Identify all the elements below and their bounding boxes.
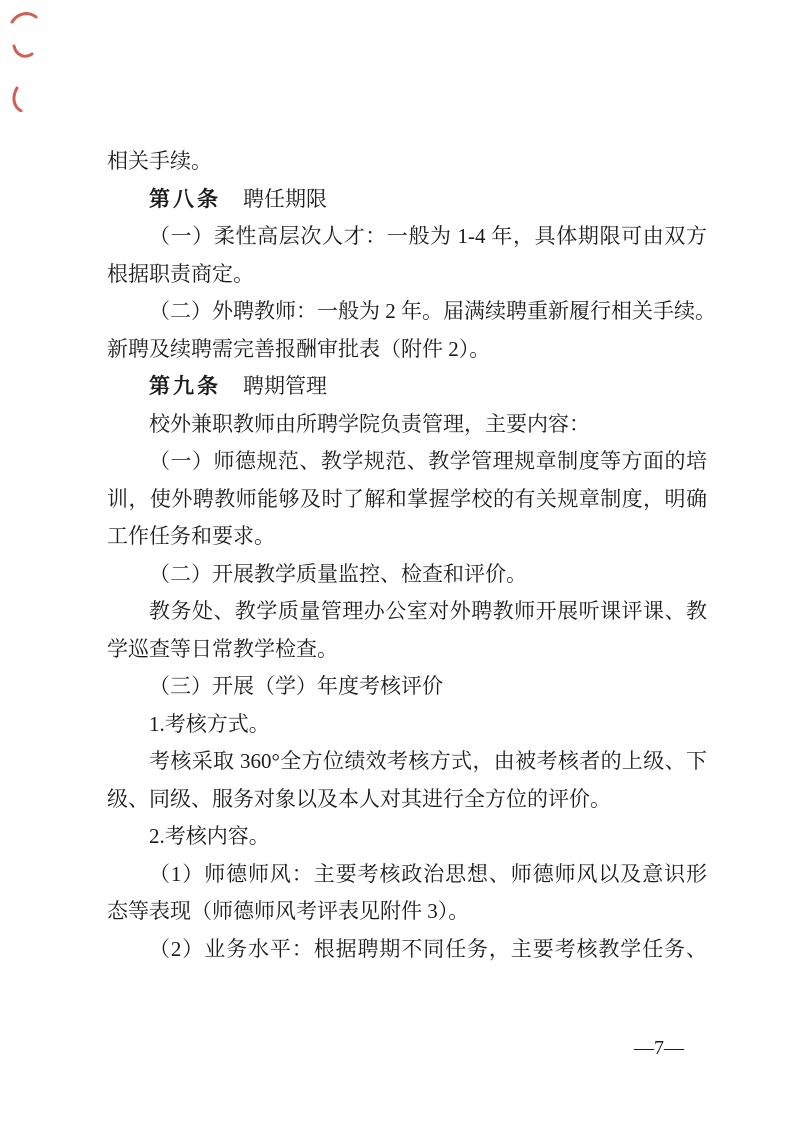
text-line: 教务处、教学质量管理办公室对外聘教师开展听课评课、教: [149, 599, 707, 623]
red-stroke-1: [12, 14, 36, 22]
text-line: （1）师德师风：主要考核政治思想、师德师风以及意识形: [149, 861, 707, 886]
article-heading-line: [107, 368, 707, 406]
text-line: （一）师德规范、教学规范、教学管理规章制度等方面的培: [149, 449, 707, 473]
red-pen-marks-icon: [5, 6, 45, 112]
text-line: （三）开展（学）年度考核评价: [149, 674, 443, 698]
text-line: 根据职责商定。: [107, 261, 254, 286]
text-line: 考核采取 360°全方位绩效考核方式，由被考核者的上级、下: [149, 749, 707, 773]
article-number: 第九条: [149, 374, 221, 398]
text-line: 2.考核内容。: [149, 824, 270, 848]
article-heading-line: [107, 181, 707, 219]
text-line: （二）开展教学质量监控、检查和评价。: [149, 561, 527, 586]
text-line: 工作任务和要求。: [107, 524, 275, 548]
page-number: —7—: [634, 1037, 684, 1059]
text-line: （2）业务水平：根据聘期不同任务，主要考核教学任务、: [149, 936, 707, 961]
text-line: 态等表现（师德师风考评表见附件 3）。: [107, 899, 470, 923]
text-line: 校外兼职教师由所聘学院负责管理，主要内容：: [149, 411, 590, 436]
text-line: 学巡查等日常教学检查。: [107, 636, 338, 661]
red-stroke-2: [14, 46, 32, 56]
text-line: 新聘及续聘需完善报酬审批表（附件 2）。: [107, 336, 491, 361]
article-title: 聘任期限: [243, 186, 327, 211]
text-line: 1.考核方式。: [149, 711, 270, 736]
document-body: [107, 143, 716, 968]
text-line: 相关手续。: [107, 149, 212, 173]
article-number: 第八条: [149, 186, 221, 211]
text-line: （一）柔性高层次人才：一般为 1-4 年，具体期限可由双方: [149, 224, 707, 248]
red-stroke-3: [14, 88, 21, 111]
article-title: 聘期管理: [243, 374, 327, 398]
text-line: （二）外聘教师：一般为 2 年。届满续聘重新履行相关手续。: [149, 299, 716, 323]
text-line: 级、同级、服务对象以及本人对其进行全方位的评价。: [107, 786, 611, 811]
text-line: 训，使外聘教师能够及时了解和掌握学校的有关规章制度，明确: [107, 486, 707, 511]
